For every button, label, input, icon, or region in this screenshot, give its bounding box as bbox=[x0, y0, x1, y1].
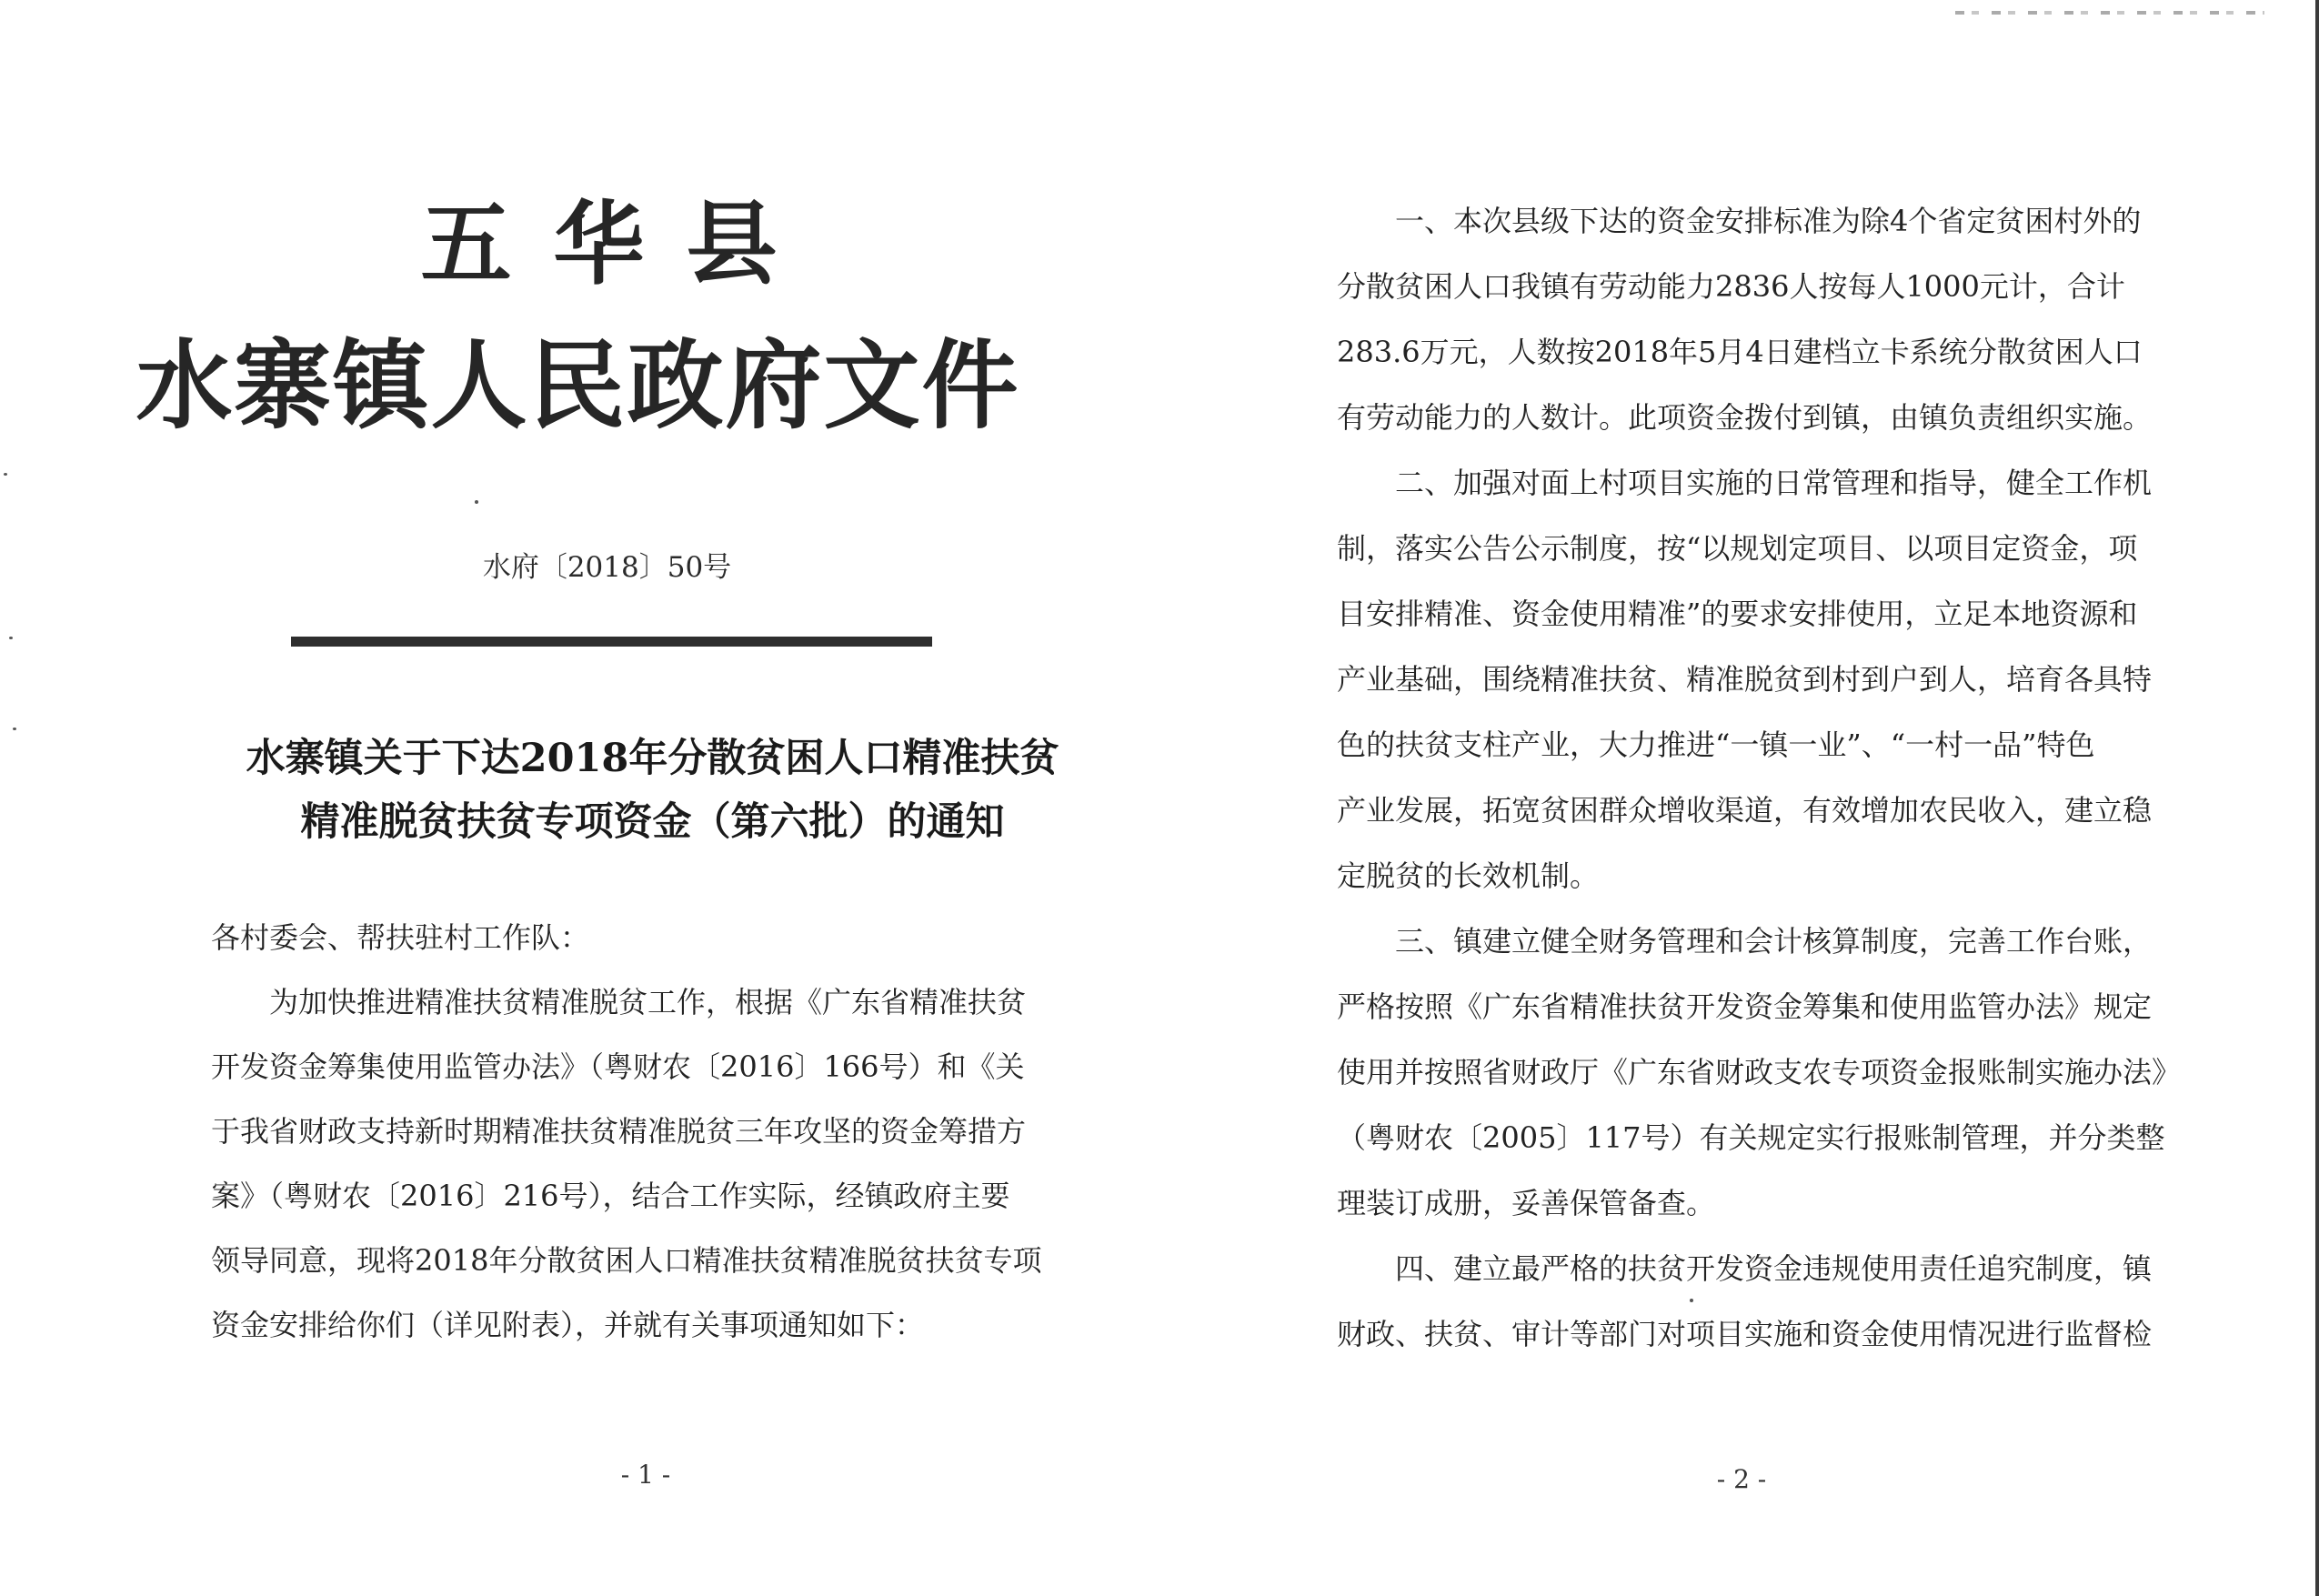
header-divider bbox=[291, 637, 932, 647]
body-line: 分散贫困人口我镇有劳动能力2836人按每人1000元计，合计 bbox=[1337, 269, 2125, 304]
body-line: 四、建立最严格的扶贫开发资金违规使用责任追究制度，镇 bbox=[1337, 1251, 2153, 1286]
body-line: 制，落实公告公示制度，按“以规划定项目、以项目定资金，项 bbox=[1337, 531, 2138, 566]
addressee: 各村委会、帮扶驻村工作队： bbox=[211, 920, 590, 955]
body-line: 领导同意，现将2018年分散贫困人口精准扶贫精准脱贫扶贫专项 bbox=[211, 1243, 1042, 1278]
body-line: 一、本次县级下达的资金安排标准为除4个省定贫困村外的 bbox=[1337, 204, 2142, 238]
page-number: - 2 - bbox=[1716, 1464, 1767, 1494]
body-line: 于我省财政支持新时期精准扶贫精准脱贫三年攻坚的资金筹措方 bbox=[211, 1114, 1027, 1149]
body-line: 案》（粤财农〔2016〕216号），结合工作实际，经镇政府主要 bbox=[211, 1179, 1010, 1213]
body-line: 三、镇建立健全财务管理和会计核算制度，完善工作台账， bbox=[1337, 924, 2153, 959]
body-line: （粤财农〔2005〕117号）有关规定实行报账制管理，并分类整 bbox=[1337, 1120, 2165, 1155]
body-line: 产业发展，拓宽贫困群众增收渠道，有效增加农民收入，建立稳 bbox=[1337, 793, 2153, 828]
body-line: 开发资金筹集使用监管办法》（粤财农〔2016〕166号）和《关 bbox=[211, 1049, 1025, 1084]
document-title-line-2: 精准脱贫扶贫专项资金（第六批）的通知 bbox=[300, 799, 1005, 845]
document-title-line-1: 水寨镇关于下达2018年分散贫困人口精准扶贫 bbox=[246, 736, 1059, 781]
document-number: 水府〔2018〕50号 bbox=[482, 551, 732, 584]
page-2 bbox=[1160, 0, 2319, 1596]
body-line: 资金安排给你们（详见附表），并就有关事项通知如下： bbox=[211, 1308, 925, 1342]
body-line: 使用并按照省财政厅《广东省财政支农专项资金报账制实施办法》 bbox=[1337, 1055, 2182, 1089]
body-line: 严格按照《广东省精准扶贫开发资金筹集和使用监管办法》规定 bbox=[1337, 989, 2153, 1024]
body-line: 为加快推进精准扶贫精准脱贫工作，根据《广东省精准扶贫 bbox=[211, 985, 1027, 1019]
body-line: 二、加强对面上村项目实施的日常管理和指导，健全工作机 bbox=[1337, 466, 2153, 500]
body-line: 财政、扶贫、审计等部门对项目实施和资金使用情况进行监督检 bbox=[1337, 1317, 2153, 1351]
body-line: 目安排精准、资金使用精准”的要求安排使用，立足本地资源和 bbox=[1337, 597, 2138, 631]
body-line: 产业基础，围绕精准扶贫、精准脱贫到村到户到人，培育各具特 bbox=[1337, 662, 2153, 697]
body-line: 有劳动能力的人数计。此项资金拨付到镇，由镇负责组织实施。 bbox=[1337, 400, 2153, 435]
body-line: 理装订成册，妥善保管备查。 bbox=[1337, 1186, 1716, 1220]
page-number: - 1 - bbox=[620, 1460, 671, 1490]
body-line: 283.6万元，人数按2018年5月4日建档立卡系统分散贫困人口 bbox=[1337, 335, 2143, 369]
body-line: 定脱贫的长效机制。 bbox=[1337, 858, 1600, 893]
body-line: 色的扶贫支柱产业，大力推进“一镇一业”、“一村一品”特色 bbox=[1337, 728, 2095, 762]
header-county: 五华县 bbox=[420, 191, 819, 297]
header-office: 水寨镇人民政府文件 bbox=[136, 330, 1020, 442]
